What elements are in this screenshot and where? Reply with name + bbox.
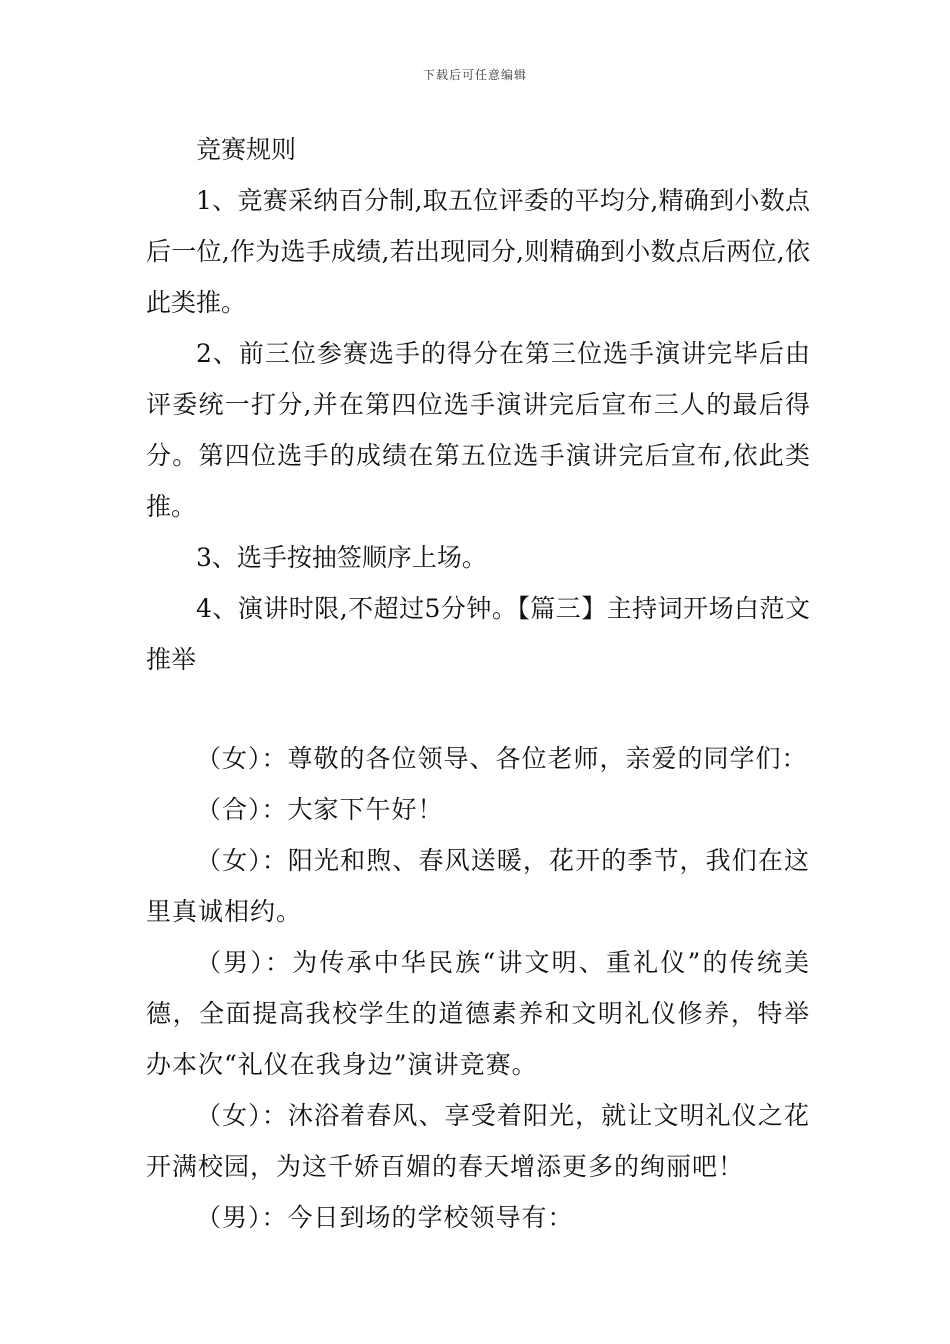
dialogue-line-1: （女）：尊敬的各位领导、各位老师，亲爱的同学们： <box>196 744 808 773</box>
rule-item-3: 3、选手按抽签顺序上场。 <box>196 543 487 572</box>
rule-item-1: 1、竞赛采纳百分制,取五位评委的平均分,精确到小数点后一位,作为选手成绩,若出现同分,则精确到小数点后两位,依此类推。 <box>146 186 810 317</box>
header-note: 下载后可任意编辑 <box>422 68 527 82</box>
dialogue-line-2: （合）：大家下午好！ <box>196 795 444 824</box>
rule-item-2: 2、前三位参赛选手的得分在第三位选手演讲完毕后由评委统一打分,并在第四位选手演讲完后宣布三人的最后得分。第四位选手的成绩在第五位选手演讲完后宣布,依此类推。 <box>146 339 810 521</box>
dialogue-line-5: （女）：沐浴着春风、享受着阳光，就让文明礼仪之花开满校园，为这千娇百媚的春天增添更多的绚丽吧！ <box>146 1101 810 1181</box>
rules-section <box>146 124 810 685</box>
rules-title: 竞赛规则 <box>196 135 297 164</box>
dialogue-line-3: （女）：阳光和煦、春风送暖，花开的季节，我们在这里真诚相约。 <box>146 846 810 926</box>
section-gap <box>146 685 810 733</box>
dialogue-line-6: （男）：今日到场的学校领导有： <box>196 1203 574 1232</box>
dialogue-section <box>146 733 810 1243</box>
rule-item-4: 4、演讲时限,不超过5分钟。【篇三】主持词开场白范文推举 <box>146 594 810 674</box>
document-body <box>146 124 810 1243</box>
dialogue-line-4: （男）：为传承中华民族“讲文明、重礼仪”的传统美德，全面提高我校学生的道德素养和文明礼仪修养，特举办本次“礼仪在我身边”演讲竞赛。 <box>146 948 810 1079</box>
